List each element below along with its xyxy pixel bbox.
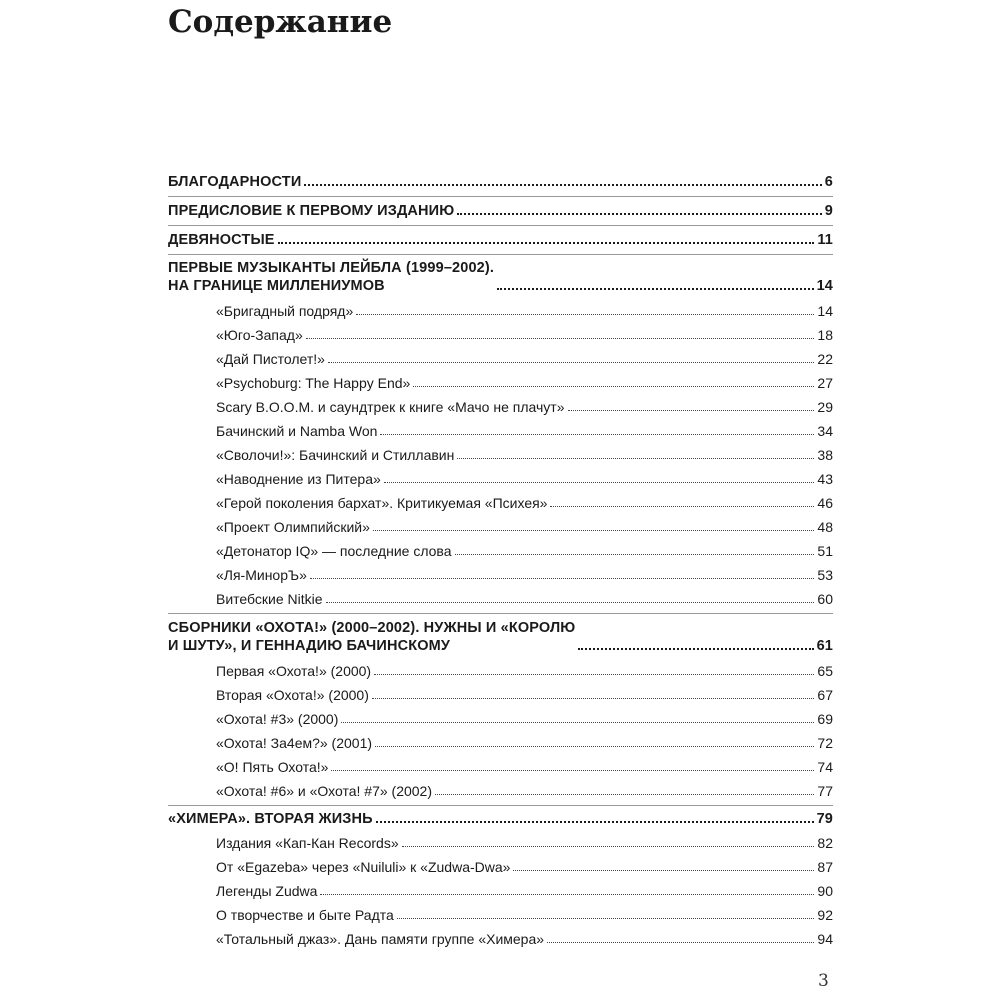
toc-page-number: 18 — [817, 327, 833, 343]
toc-page-number: 43 — [817, 471, 833, 487]
toc-section[interactable] — [216, 882, 833, 900]
toc-page-number: 46 — [817, 495, 833, 511]
toc-label: «Ля-МинорЪ» — [216, 567, 307, 583]
toc-section[interactable] — [216, 518, 833, 536]
dot-leader — [331, 770, 814, 771]
dot-leader — [397, 918, 815, 919]
toc-label: Вторая «Охота!» (2000) — [216, 687, 369, 703]
toc-page-number: 51 — [817, 543, 833, 559]
toc-page-number: 67 — [817, 687, 833, 703]
toc-label — [168, 619, 575, 655]
toc-chapter[interactable] — [168, 810, 833, 828]
dot-leader — [413, 386, 814, 387]
dot-leader — [513, 870, 814, 871]
toc-page-number: 69 — [817, 711, 833, 727]
toc-section[interactable] — [216, 734, 833, 752]
toc-section[interactable] — [216, 686, 833, 704]
toc-label: Scary B.O.O.M. и саундтрек к книге «Мачо не плачут» — [216, 399, 565, 415]
toc-section[interactable] — [216, 494, 833, 512]
toc-label — [168, 259, 494, 295]
toc-page-number: 34 — [817, 423, 833, 439]
divider — [168, 254, 833, 255]
dot-leader — [457, 213, 821, 215]
toc-label: «Охота! За4ем?» (2001) — [216, 735, 373, 751]
dot-leader — [278, 242, 815, 244]
dot-leader — [341, 722, 814, 723]
toc-section[interactable] — [216, 782, 833, 800]
toc-page-number: 6 — [824, 174, 833, 190]
toc-section[interactable] — [216, 374, 833, 392]
toc-label: Первая «Охота!» (2000) — [216, 663, 372, 679]
toc-page-number: 14 — [816, 278, 833, 294]
toc-label: «Проект Олимпийский» — [216, 519, 370, 535]
toc-section[interactable] — [216, 566, 833, 584]
dot-leader — [455, 554, 815, 555]
dot-leader — [310, 578, 815, 579]
toc-label: Издания «Кап-Кан Records» — [216, 835, 399, 851]
toc-chapter[interactable] — [168, 231, 833, 249]
toc-section[interactable] — [216, 302, 833, 320]
page-title: Содержание — [168, 4, 393, 40]
dot-leader — [372, 698, 815, 699]
dot-leader — [375, 746, 814, 747]
toc-section[interactable] — [216, 662, 833, 680]
toc-page-number: 60 — [817, 591, 833, 607]
toc-label-line2: НА ГРАНИЦЕ МИЛЛЕНИУМОВ — [168, 278, 385, 294]
toc-label: «Охота! #6» и «Охота! #7» (2002) — [216, 783, 432, 799]
toc-section[interactable] — [216, 422, 833, 440]
toc-label: «Тотальный джаз». Дань памяти группе «Химера» — [216, 931, 545, 947]
toc-label: БЛАГОДАРНОСТИ — [168, 174, 302, 190]
dot-leader — [373, 530, 815, 531]
toc-page-number: 82 — [817, 835, 833, 851]
toc-section[interactable] — [216, 930, 833, 948]
toc-section[interactable] — [216, 542, 833, 560]
toc-page-number: 87 — [817, 859, 833, 875]
toc-label: «Psychoburg: The Happy End» — [216, 375, 411, 391]
toc-page-number: 65 — [817, 663, 833, 679]
toc-label: «ХИМЕРА». ВТОРАЯ ЖИЗНЬ — [168, 811, 373, 827]
toc-section[interactable] — [216, 446, 833, 464]
toc-section[interactable] — [216, 858, 833, 876]
dot-leader — [306, 338, 815, 339]
toc-label: «Бригадный подряд» — [216, 303, 354, 319]
toc-page-number: 48 — [817, 519, 833, 535]
toc-section[interactable] — [216, 398, 833, 416]
dot-leader — [304, 184, 821, 186]
toc-label: «Герой поколения бархат». Критикуемая «Психея» — [216, 495, 548, 511]
toc-page-number: 11 — [817, 232, 833, 248]
toc-label: Легенды Zudwa — [216, 883, 318, 899]
dot-leader — [568, 410, 815, 411]
toc-label: Витебские Nitkie — [216, 591, 323, 607]
toc-label: «Наводнение из Питера» — [216, 471, 381, 487]
dot-leader — [328, 362, 814, 363]
toc-chapter[interactable] — [168, 259, 833, 295]
dot-leader — [376, 821, 814, 823]
dot-leader — [356, 314, 814, 315]
dot-leader — [402, 846, 815, 847]
dot-leader — [380, 434, 814, 435]
page-number: 3 — [818, 971, 829, 991]
toc-label: «Детонатор IQ» — последние слова — [216, 543, 452, 559]
toc-page-number: 14 — [817, 303, 833, 319]
toc-page-number: 92 — [817, 907, 833, 923]
toc-page-number: 74 — [817, 759, 833, 775]
toc-section[interactable] — [216, 758, 833, 776]
toc-page-number: 72 — [817, 735, 833, 751]
toc-page-number: 9 — [824, 203, 833, 219]
toc-page-number: 22 — [817, 351, 833, 367]
dot-leader — [374, 674, 814, 675]
toc-page-number: 90 — [817, 883, 833, 899]
toc-label: «Сволочи!»: Бачинский и Стиллавин — [216, 447, 455, 463]
divider — [168, 225, 833, 226]
toc-chapter[interactable] — [168, 202, 833, 220]
toc-label: «О! Пять Охота!» — [216, 759, 329, 775]
toc-label-line1: СБОРНИКИ «ОХОТА!» (2000–2002). НУЖНЫ И «КОРОЛЮ — [168, 620, 576, 636]
toc-label: ДЕВЯНОСТЫЕ — [168, 232, 275, 248]
dot-leader — [497, 288, 814, 290]
toc-label: ПРЕДИСЛОВИЕ К ПЕРВОМУ ИЗДАНИЮ — [168, 203, 455, 219]
divider — [168, 613, 833, 614]
toc-label-line1: ПЕРВЫЕ МУЗЫКАНТЫ ЛЕЙБЛА (1999–2002). — [168, 260, 495, 276]
toc-section[interactable] — [216, 326, 833, 344]
toc-section[interactable] — [216, 590, 833, 608]
divider — [168, 805, 833, 806]
dot-leader — [320, 894, 814, 895]
toc-page-number: 61 — [816, 638, 833, 654]
toc-section[interactable] — [216, 710, 833, 728]
toc-section[interactable] — [216, 350, 833, 368]
dot-leader — [326, 602, 815, 603]
dot-leader — [547, 942, 814, 943]
toc-label: От «Egazeba» через «Nuiluli» к «Zudwa-Dwa» — [216, 859, 511, 875]
toc-page-number: 77 — [817, 783, 833, 799]
toc-page-number: 27 — [817, 375, 833, 391]
toc-label: О творчестве и быте Радта — [216, 907, 394, 923]
toc-label-line2: И ШУТУ», И ГЕННАДИЮ БАЧИНСКОМУ — [168, 638, 451, 654]
dot-leader — [550, 506, 814, 507]
toc-section[interactable] — [216, 470, 833, 488]
toc-label: «Дай Пистолет!» — [216, 351, 325, 367]
toc-page-number: 38 — [817, 447, 833, 463]
toc-chapter[interactable] — [168, 619, 833, 655]
dot-leader — [384, 482, 815, 483]
toc-page-number: 94 — [817, 931, 833, 947]
divider — [168, 196, 833, 197]
toc-chapter[interactable] — [168, 173, 833, 191]
dot-leader — [578, 648, 813, 650]
toc-label: «Юго-Запад» — [216, 327, 303, 343]
dot-leader — [435, 794, 814, 795]
toc-section[interactable] — [216, 834, 833, 852]
toc-label: «Охота! #3» (2000) — [216, 711, 339, 727]
toc-page-number: 29 — [817, 399, 833, 415]
dot-leader — [457, 458, 814, 459]
toc-page-number: 79 — [816, 811, 833, 827]
toc-section[interactable] — [216, 906, 833, 924]
toc-page-number: 53 — [817, 567, 833, 583]
toc-label: Бачинский и Namba Won — [216, 423, 378, 439]
